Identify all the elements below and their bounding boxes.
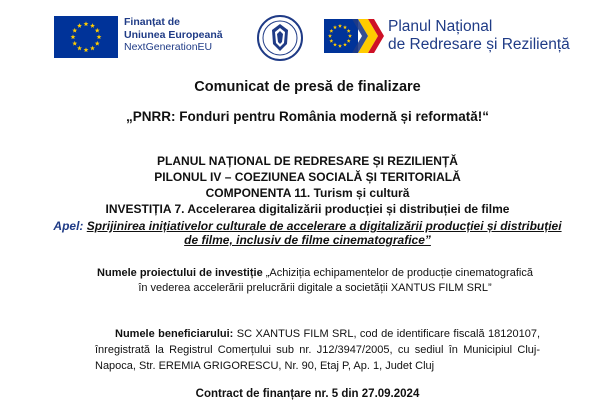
beneficiary xyxy=(95,326,540,374)
eu-funding-logo xyxy=(54,16,223,58)
eu-line2: Uniunea Europeană xyxy=(124,28,223,41)
eu-line3: NextGenerationEU xyxy=(124,41,213,53)
beneficiary-text: SC XANTUS FILM SRL, cod de identificare fiscală 18120107, înregistrată la Registrul Comerțului sub nr. J12/3947/2005, cu sediul în Municipiul Cluj-Napoca, Str. EREMIA GRIGORESCU, Nr. 90, Etaj P, Ap. 1, Judet Cluj xyxy=(95,328,540,372)
slogan: „PNRR: Fonduri pentru România modernă și reformată!“ xyxy=(125,109,490,124)
heading-pillar: PILONUL IV – COEZIUNEA SOCIALĂ ȘI TERITORIALĂ xyxy=(154,170,461,184)
pnrr-flags-icon xyxy=(324,17,384,55)
eu-flag-icon xyxy=(54,16,118,58)
contract-line: Contract de finanțare nr. 5 din 27.09.2024 xyxy=(195,388,420,400)
heading-investment: INVESTIȚIA 7. Accelerarea digitalizării producției și distribuției de filme xyxy=(105,202,510,216)
project-label: Numele proiectului de investiție xyxy=(97,267,263,279)
project-text: „Achiziția echipamentelor de producție cinematografică în vederea accelerării prelucrării digitale a societății XANTUS FILM SRL” xyxy=(138,267,533,294)
heading-component: COMPONENTA 11. Turism și cultură xyxy=(205,186,410,200)
pnrr-line1: Planul Național xyxy=(388,18,493,35)
document-title: Comunicat de presă de finalizare xyxy=(194,79,421,95)
pnrr-logo xyxy=(324,17,570,55)
beneficiary-label: Numele beneficiarului: xyxy=(115,328,234,340)
call-label: Apel: xyxy=(53,219,84,233)
call-line xyxy=(50,219,565,247)
heading-plan: PLANUL NAȚIONAL DE REDRESARE ȘI REZILIENȚĂ xyxy=(157,154,458,168)
project-name xyxy=(95,266,535,295)
pnrr-line2: de Redresare și Reziliență xyxy=(388,36,570,53)
government-crest-icon xyxy=(256,14,304,62)
eu-line1: Finanțat de xyxy=(124,16,181,28)
header-logos xyxy=(0,0,615,72)
call-text: Sprijinirea inițiativelor culturale de accelerare a digitalizării producției și distribuției de filme, inclusiv de filme cinematografice” xyxy=(86,219,562,247)
